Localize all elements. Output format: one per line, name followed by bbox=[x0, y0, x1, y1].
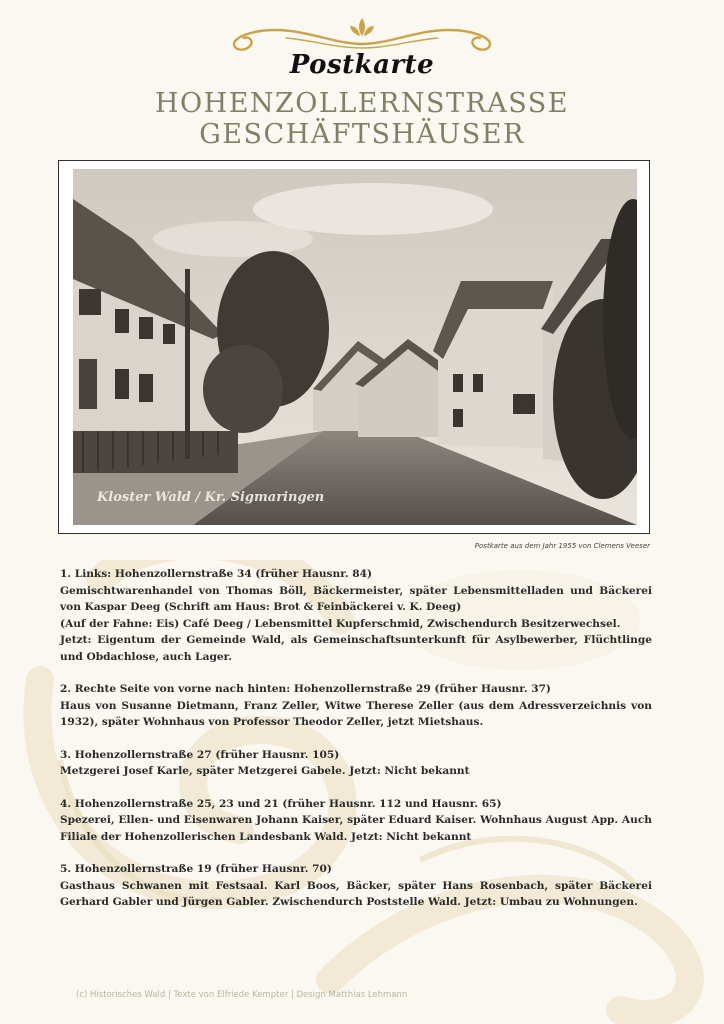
item-heading: 1. Links: Hohenzollernstraße 34 (früher Hausnr. 84) bbox=[60, 568, 372, 580]
brand-title: Postkarte bbox=[289, 50, 435, 80]
page-title-line-1: HOHENZOLLERNSTRASSE bbox=[154, 88, 570, 119]
item-text: Gemischtwarenhandel von Thomas Böll, Bäckermeister, später Lebensmittelladen und Bäckerei von Kaspar Deeg (Schrift am Haus: Brot & Feinbäckerei v. K. Deeg) bbox=[60, 584, 652, 613]
postcard-inscription: Kloster Wald / Kr. Sigmaringen bbox=[97, 490, 325, 505]
list-item bbox=[60, 796, 652, 846]
page-title-line-2: GESCHÄFTSHÄUSER bbox=[199, 119, 525, 150]
list-item bbox=[60, 747, 652, 780]
top-ornament-icon bbox=[216, 14, 508, 54]
item-text: Gasthaus Schwanen mit Festsaal. Karl Boos, Bäcker, später Hans Rosenbach, später Bäckerei Gerhard Gabler und Jürgen Gabler. Zwischendurch Poststelle Wald. Jetzt: Umbau zu Wohnungen. bbox=[60, 879, 652, 908]
content-list bbox=[60, 566, 652, 927]
item-text: Spezerei, Ellen- und Eisenwaren Johann Kaiser, später Eduard Kaiser. Wohnhaus August App. Auch Filiale der Hohenzollerischen Landesbank Wald. Jetzt: Nicht bekannt bbox=[60, 814, 652, 843]
footer-credits: (c) Historisches Wald | Texte von Elfriede Kempter | Design Matthias Lehmann bbox=[76, 990, 408, 1000]
list-item bbox=[60, 861, 652, 911]
list-item bbox=[60, 566, 652, 665]
item-heading: 2. Rechte Seite von vorne nach hinten: Hohenzollernstraße 29 (früher Hausnr. 37) bbox=[60, 683, 551, 695]
item-heading: 5. Hohenzollernstraße 19 (früher Hausnr. 70) bbox=[60, 863, 332, 875]
postcard-frame bbox=[58, 160, 650, 534]
postcard-photo bbox=[73, 169, 637, 525]
list-item bbox=[60, 681, 652, 731]
item-text: Jetzt: Eigentum der Gemeinde Wald, als Gemeinschaftsunterkunft für Asylbewerber, Flüchtlinge und Obdachlose, auch Lager. bbox=[60, 634, 652, 663]
item-text: Haus von Susanne Dietmann, Franz Zeller, Witwe Therese Zeller (aus dem Adressverzeichnis von 1932), später Wohnhaus von Professor Theodor Zeller, jetzt Mietshaus. bbox=[60, 699, 652, 728]
item-text: (Auf der Fahne: Eis) Café Deeg / Lebensmittel Kupferschmid, Zwischendurch Besitzerwechsel. bbox=[60, 617, 621, 630]
item-text: Metzgerei Josef Karle, später Metzgerei Gabele. Jetzt: Nicht bekannt bbox=[60, 765, 470, 777]
item-heading: 4. Hohenzollernstraße 25, 23 und 21 (früher Hausnr. 112 und Hausnr. 65) bbox=[60, 797, 502, 810]
page-title bbox=[0, 88, 724, 150]
item-heading: 3. Hohenzollernstraße 27 (früher Hausnr. 105) bbox=[60, 748, 340, 761]
photo-caption: Postkarte aus dem Jahr 1955 von Clemens Veeser bbox=[474, 542, 650, 550]
